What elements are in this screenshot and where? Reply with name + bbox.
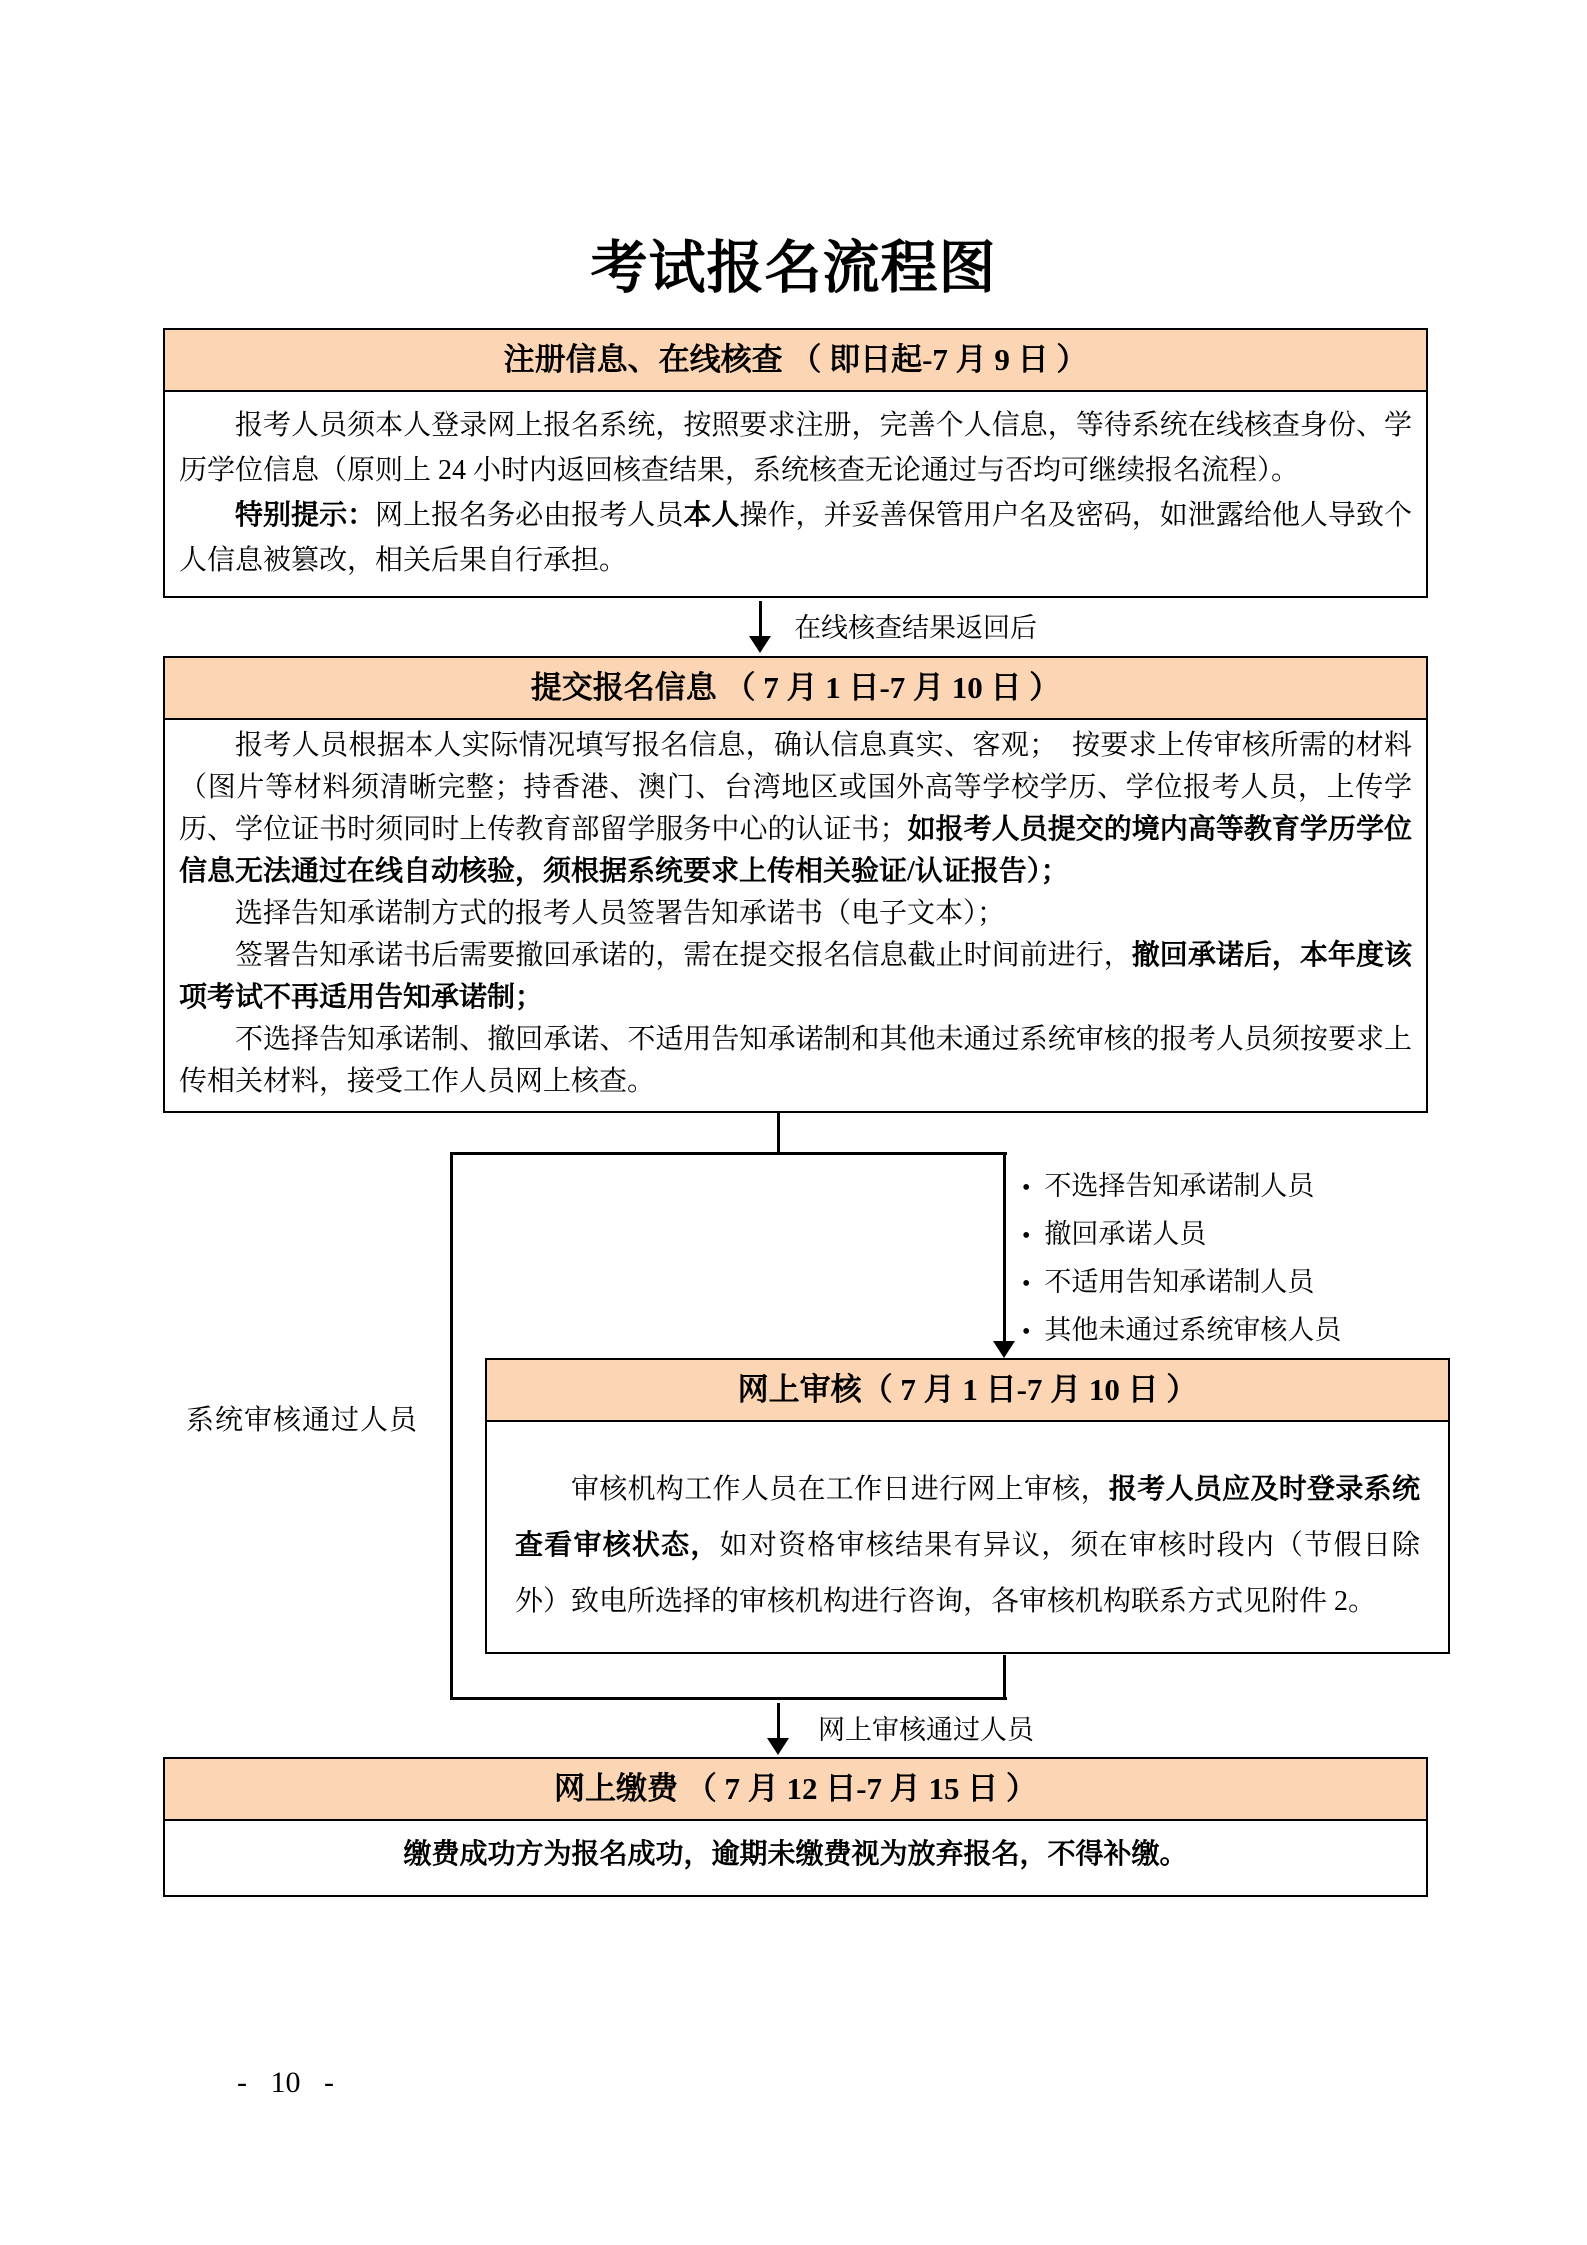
submit-paragraph: 不选择告知承诺制、撤回承诺、不适用告知承诺制和其他未通过系统审核的报考人员须按要求上传相关材料，接受工作人员网上核查。 xyxy=(179,1024,1412,1097)
submit-paragraph: 签署告知承诺书后需要撤回承诺的，需在提交报名信息截止时间前进行，撤回承诺后，本年度该项考试不再适用告知承诺制； xyxy=(179,940,1412,1013)
label-system-pass: 系统审核通过人员 xyxy=(186,1405,419,1436)
register-paragraph: 特别提示：网上报名务必由报考人员本人操作，并妥善保管用户名及密码，如泄露给他人导致个人信息被篡改，相关后果自行承担。 xyxy=(179,500,1412,576)
review-paragraph: 审核机构工作人员在工作日进行网上审核，报考人员应及时登录系统查看审核状态，如对资格审核结果有异议，须在审核时段内（节假日除外）致电所选择的审核机构进行咨询，各审核机构联系方式见附件 2。 xyxy=(515,1474,1420,1617)
bullet-item: • 不选择告知承诺制人员 xyxy=(1022,1163,1341,1211)
pay-paragraph: 缴费成功方为报名成功，逾期未缴费视为放弃报名，不得补缴。 xyxy=(403,1839,1188,1870)
label-review-pass: 网上审核通过人员 xyxy=(818,1715,1034,1745)
branch-frame-left-bypass xyxy=(450,1152,453,1700)
register-paragraph: 报考人员须本人登录网上报名系统，按照要求注册，完善个人信息，等待系统在线核查身份、学历学位信息（原则上 24 小时内返回核查结果，系统核查无论通过与否均可继续报名流程）。 xyxy=(179,410,1412,486)
pay-body xyxy=(165,1821,1426,1895)
flow-step-pay xyxy=(163,1757,1428,1897)
page-title: 考试报名流程图 xyxy=(590,236,997,300)
pay-header: 网上缴费 （ 7 月 12 日-7 月 15 日 ） xyxy=(165,1759,1426,1821)
bullet-item: • 撤回承诺人员 xyxy=(1022,1211,1341,1259)
flow-step-review xyxy=(485,1358,1450,1654)
flow-arrow-merge-to-pay xyxy=(777,1703,780,1739)
arrow-down-icon xyxy=(749,636,771,653)
flow-step-submit xyxy=(163,656,1428,1113)
flow-step-register xyxy=(163,328,1428,598)
register-header: 注册信息、在线核查 （ 即日起-7 月 9 日 ） xyxy=(165,330,1426,392)
flow-arrow-register-to-submit xyxy=(759,601,762,637)
flow-arrow-to-review xyxy=(1003,1152,1006,1342)
arrow-down-icon xyxy=(993,1341,1015,1358)
bullet-item: • 其他未通过系统审核人员 xyxy=(1022,1307,1341,1355)
manual-review-bullet-list xyxy=(1022,1163,1341,1355)
bullet-item: • 不适用告知承诺制人员 xyxy=(1022,1259,1341,1307)
register-body xyxy=(165,392,1426,596)
arrow-down-icon xyxy=(767,1738,789,1755)
connector-submit-to-branch xyxy=(777,1113,780,1152)
review-body xyxy=(487,1422,1448,1652)
submit-paragraph: 报考人员根据本人实际情况填写报名信息，确认信息真实、客观； 按要求上传审核所需的材料（图片等材料须清晰完整；持香港、澳门、台湾地区或国外高等学校学历、学位报考人员，上传学历、学位证书时须同时上传教育部留学服务中心的认证书；如报考人员提交的境内高等教育学历学位信息无法通过在线自动核验，须根据系统要求上传相关验证/认证报告）； xyxy=(179,730,1412,887)
submit-header: 提交报名信息 （ 7 月 1 日-7 月 10 日 ） xyxy=(165,658,1426,720)
submit-body xyxy=(165,720,1426,1111)
submit-paragraph: 选择告知承诺制方式的报考人员签署告知承诺书（电子文本）； xyxy=(235,898,1006,929)
review-header: 网上审核（ 7 月 1 日-7 月 10 日 ） xyxy=(487,1360,1448,1422)
label-after-register: 在线核查结果返回后 xyxy=(794,613,1037,643)
branch-frame-top xyxy=(450,1152,1007,1155)
branch-frame-bottom xyxy=(450,1697,1007,1700)
page-number: - 10 - xyxy=(237,2066,334,2099)
connector-review-to-merge xyxy=(1003,1655,1006,1697)
